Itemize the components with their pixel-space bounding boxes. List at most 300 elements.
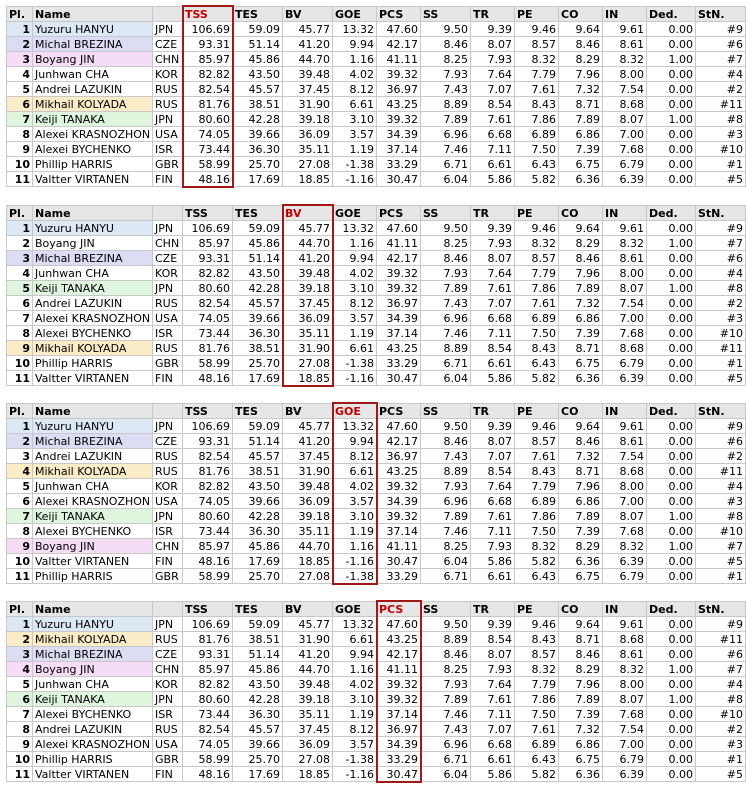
cell-tr: 7.11 <box>471 326 515 341</box>
cell-pe: 6.89 <box>515 737 559 752</box>
cell-stn: #11 <box>696 464 746 479</box>
column-header[interactable]: Name <box>33 602 153 617</box>
cell-stn: #8 <box>696 281 746 296</box>
column-header[interactable]: PE <box>515 602 559 617</box>
cell-ded: 0.00 <box>647 767 696 782</box>
cell-stn: #9 <box>696 419 746 434</box>
cell-pe: 7.61 <box>515 296 559 311</box>
column-header[interactable]: PCS <box>377 7 421 22</box>
cell-ss: 6.04 <box>421 172 471 187</box>
cell-nat: JPN <box>153 617 183 632</box>
column-header[interactable]: GOE <box>333 206 377 221</box>
cell-tes: 51.14 <box>233 434 283 449</box>
column-header[interactable] <box>153 206 183 221</box>
cell-tss: 81.76 <box>183 97 233 112</box>
cell-tes: 42.28 <box>233 281 283 296</box>
cell-tr: 8.07 <box>471 251 515 266</box>
table-row <box>7 617 746 632</box>
cell-in: 7.00 <box>603 494 647 509</box>
cell-stn: #10 <box>696 524 746 539</box>
cell-ded: 0.00 <box>647 494 696 509</box>
cell-tss: 74.05 <box>183 311 233 326</box>
column-header[interactable]: TES <box>233 404 283 419</box>
cell-pl: 10 <box>7 356 33 371</box>
cell-name: Keiji TANAKA <box>33 112 153 127</box>
cell-in: 7.54 <box>603 722 647 737</box>
column-header[interactable]: TR <box>471 602 515 617</box>
cell-bv: 39.48 <box>283 677 333 692</box>
cell-stn: #1 <box>696 356 746 371</box>
cell-ss: 6.71 <box>421 157 471 172</box>
column-header[interactable]: SS <box>421 7 471 22</box>
cell-name: Mikhail KOLYADA <box>33 464 153 479</box>
column-header[interactable]: TSS <box>183 404 233 419</box>
table-row <box>7 539 746 554</box>
cell-pcs: 42.17 <box>377 37 421 52</box>
cell-nat: JPN <box>153 419 183 434</box>
cell-bv: 45.77 <box>283 221 333 236</box>
cell-bv: 31.90 <box>283 341 333 356</box>
column-header[interactable]: GOE <box>333 7 377 22</box>
cell-co: 7.32 <box>559 449 603 464</box>
cell-pcs: 47.60 <box>377 22 421 37</box>
cell-pl: 1 <box>7 22 33 37</box>
cell-pl: 6 <box>7 692 33 707</box>
cell-tes: 51.14 <box>233 251 283 266</box>
cell-goe: 4.02 <box>333 479 377 494</box>
column-header[interactable] <box>153 7 183 22</box>
column-header[interactable]: TR <box>471 404 515 419</box>
cell-co: 7.96 <box>559 479 603 494</box>
column-header[interactable]: CO <box>559 404 603 419</box>
cell-pl: 9 <box>7 539 33 554</box>
column-header[interactable]: BV <box>283 602 333 617</box>
cell-co: 8.46 <box>559 251 603 266</box>
cell-ss: 7.89 <box>421 112 471 127</box>
cell-pe: 7.86 <box>515 281 559 296</box>
cell-tes: 25.70 <box>233 356 283 371</box>
cell-stn: #6 <box>696 251 746 266</box>
cell-co: 8.46 <box>559 37 603 52</box>
cell-bv: 18.85 <box>283 767 333 782</box>
cell-name: Junhwan CHA <box>33 266 153 281</box>
column-header[interactable]: Ded. <box>647 404 696 419</box>
cell-pcs: 42.17 <box>377 434 421 449</box>
cell-pe: 6.89 <box>515 494 559 509</box>
cell-pcs: 41.11 <box>377 539 421 554</box>
cell-tr: 5.86 <box>471 767 515 782</box>
column-header[interactable] <box>153 602 183 617</box>
cell-ss: 7.93 <box>421 479 471 494</box>
column-header[interactable]: TES <box>233 7 283 22</box>
cell-stn: #2 <box>696 449 746 464</box>
cell-ss: 7.93 <box>421 266 471 281</box>
cell-pcs: 39.32 <box>377 479 421 494</box>
cell-tr: 9.39 <box>471 22 515 37</box>
cell-stn: #11 <box>696 97 746 112</box>
column-header[interactable]: BV <box>283 404 333 419</box>
cell-tss: 73.44 <box>183 707 233 722</box>
cell-goe: 3.10 <box>333 509 377 524</box>
cell-tss: 80.60 <box>183 509 233 524</box>
cell-tss: 58.99 <box>183 356 233 371</box>
cell-pcs: 34.39 <box>377 127 421 142</box>
cell-stn: #5 <box>696 371 746 386</box>
column-header[interactable]: Ded. <box>647 7 696 22</box>
cell-pcs: 34.39 <box>377 737 421 752</box>
cell-stn: #7 <box>696 662 746 677</box>
cell-ss: 8.46 <box>421 647 471 662</box>
cell-ss: 7.43 <box>421 296 471 311</box>
cell-tss: 58.99 <box>183 752 233 767</box>
column-header[interactable]: SS <box>421 404 471 419</box>
cell-in: 6.79 <box>603 752 647 767</box>
cell-tr: 6.61 <box>471 157 515 172</box>
cell-tss: 73.44 <box>183 142 233 157</box>
cell-pe: 6.43 <box>515 157 559 172</box>
column-header[interactable]: PE <box>515 7 559 22</box>
cell-name: Keiji TANAKA <box>33 509 153 524</box>
cell-tr: 5.86 <box>471 554 515 569</box>
cell-ded: 0.00 <box>647 266 696 281</box>
column-header[interactable]: PCS <box>377 206 421 221</box>
column-header[interactable]: PE <box>515 404 559 419</box>
cell-pe: 7.61 <box>515 722 559 737</box>
cell-pe: 6.89 <box>515 311 559 326</box>
cell-pe: 7.50 <box>515 142 559 157</box>
cell-tr: 9.39 <box>471 221 515 236</box>
cell-in: 6.79 <box>603 569 647 584</box>
cell-in: 8.68 <box>603 632 647 647</box>
column-header[interactable]: BV <box>283 7 333 22</box>
cell-pe: 8.57 <box>515 434 559 449</box>
cell-ded: 0.00 <box>647 524 696 539</box>
cell-in: 8.68 <box>603 97 647 112</box>
cell-name: Boyang JIN <box>33 236 153 251</box>
cell-ded: 0.00 <box>647 371 696 386</box>
cell-bv: 39.18 <box>283 692 333 707</box>
column-header[interactable] <box>153 404 183 419</box>
cell-pcs: 43.25 <box>377 97 421 112</box>
cell-tr: 7.93 <box>471 662 515 677</box>
cell-bv: 36.09 <box>283 494 333 509</box>
cell-tss: 106.69 <box>183 221 233 236</box>
cell-pl: 5 <box>7 677 33 692</box>
cell-stn: #4 <box>696 479 746 494</box>
cell-pe: 9.46 <box>515 419 559 434</box>
cell-ded: 0.00 <box>647 341 696 356</box>
cell-goe: 3.57 <box>333 127 377 142</box>
cell-bv: 37.45 <box>283 82 333 97</box>
cell-goe: -1.38 <box>333 569 377 584</box>
cell-tss: 74.05 <box>183 494 233 509</box>
cell-pl: 5 <box>7 82 33 97</box>
cell-tes: 25.70 <box>233 157 283 172</box>
cell-in: 8.00 <box>603 479 647 494</box>
column-header[interactable]: SS <box>421 602 471 617</box>
cell-co: 7.89 <box>559 509 603 524</box>
cell-nat: FIN <box>153 172 183 187</box>
cell-nat: KOR <box>153 266 183 281</box>
cell-stn: #1 <box>696 569 746 584</box>
cell-stn: #6 <box>696 434 746 449</box>
cell-name: Junhwan CHA <box>33 677 153 692</box>
cell-pe: 6.43 <box>515 356 559 371</box>
table-row <box>7 266 746 281</box>
cell-pe: 6.89 <box>515 127 559 142</box>
column-header[interactable]: TES <box>233 206 283 221</box>
cell-tr: 6.68 <box>471 494 515 509</box>
cell-nat: FIN <box>153 371 183 386</box>
cell-ded: 0.00 <box>647 722 696 737</box>
column-header[interactable]: IN <box>603 404 647 419</box>
cell-bv: 39.48 <box>283 479 333 494</box>
cell-tes: 42.28 <box>233 509 283 524</box>
column-header[interactable]: Pl. <box>7 7 33 22</box>
cell-tes: 45.57 <box>233 296 283 311</box>
column-header[interactable]: TSS <box>183 7 233 22</box>
column-header[interactable]: BV <box>283 206 333 221</box>
cell-pl: 11 <box>7 371 33 386</box>
column-header[interactable]: IN <box>603 7 647 22</box>
cell-pe: 8.43 <box>515 341 559 356</box>
table-header-row <box>7 206 746 221</box>
cell-pcs: 41.11 <box>377 236 421 251</box>
cell-ss: 8.89 <box>421 97 471 112</box>
cell-name: Michal BREZINA <box>33 647 153 662</box>
cell-in: 6.39 <box>603 554 647 569</box>
cell-in: 8.00 <box>603 266 647 281</box>
cell-pl: 10 <box>7 554 33 569</box>
cell-ded: 0.00 <box>647 434 696 449</box>
cell-stn: #9 <box>696 617 746 632</box>
cell-bv: 36.09 <box>283 311 333 326</box>
table-row <box>7 37 746 52</box>
cell-tss: 81.76 <box>183 632 233 647</box>
column-header[interactable]: TR <box>471 7 515 22</box>
column-header[interactable]: Pl. <box>7 404 33 419</box>
cell-tes: 51.14 <box>233 37 283 52</box>
cell-goe: 6.61 <box>333 97 377 112</box>
cell-co: 8.29 <box>559 539 603 554</box>
cell-goe: 6.61 <box>333 632 377 647</box>
cell-goe: -1.16 <box>333 554 377 569</box>
cell-nat: RUS <box>153 464 183 479</box>
cell-co: 9.64 <box>559 22 603 37</box>
cell-nat: KOR <box>153 677 183 692</box>
cell-bv: 27.08 <box>283 569 333 584</box>
cell-tss: 82.82 <box>183 479 233 494</box>
column-header[interactable]: TSS <box>183 602 233 617</box>
cell-nat: JPN <box>153 221 183 236</box>
cell-tr: 7.93 <box>471 539 515 554</box>
cell-ss: 8.25 <box>421 52 471 67</box>
cell-co: 7.32 <box>559 296 603 311</box>
cell-tss: 85.97 <box>183 539 233 554</box>
cell-pcs: 30.47 <box>377 172 421 187</box>
cell-nat: RUS <box>153 722 183 737</box>
cell-name: Phillip HARRIS <box>33 356 153 371</box>
cell-tss: 73.44 <box>183 524 233 539</box>
cell-goe: 3.57 <box>333 494 377 509</box>
cell-pl: 7 <box>7 311 33 326</box>
cell-goe: 1.16 <box>333 52 377 67</box>
cell-tss: 81.76 <box>183 341 233 356</box>
cell-pcs: 41.11 <box>377 52 421 67</box>
cell-stn: #5 <box>696 554 746 569</box>
table-row <box>7 464 746 479</box>
cell-goe: 1.16 <box>333 539 377 554</box>
column-header[interactable]: TSS <box>183 206 233 221</box>
cell-pl: 5 <box>7 479 33 494</box>
column-header[interactable]: CO <box>559 602 603 617</box>
cell-name: Alexei BYCHENKO <box>33 142 153 157</box>
cell-name: Alexei BYCHENKO <box>33 326 153 341</box>
column-header[interactable]: GOE <box>333 404 377 419</box>
cell-co: 7.39 <box>559 326 603 341</box>
cell-pcs: 39.32 <box>377 112 421 127</box>
cell-nat: CZE <box>153 37 183 52</box>
cell-bv: 44.70 <box>283 52 333 67</box>
cell-co: 6.36 <box>559 767 603 782</box>
cell-ded: 1.00 <box>647 281 696 296</box>
cell-pcs: 39.32 <box>377 509 421 524</box>
column-header[interactable]: GOE <box>333 602 377 617</box>
cell-ded: 0.00 <box>647 127 696 142</box>
cell-tr: 7.11 <box>471 142 515 157</box>
cell-goe: 3.57 <box>333 737 377 752</box>
cell-ss: 7.89 <box>421 281 471 296</box>
cell-nat: JPN <box>153 281 183 296</box>
cell-nat: JPN <box>153 692 183 707</box>
column-header[interactable]: StN. <box>696 602 746 617</box>
cell-pe: 5.82 <box>515 371 559 386</box>
cell-bv: 18.85 <box>283 554 333 569</box>
cell-name: Boyang JIN <box>33 52 153 67</box>
cell-goe: 8.12 <box>333 82 377 97</box>
cell-tes: 36.30 <box>233 326 283 341</box>
column-header[interactable]: Name <box>33 206 153 221</box>
cell-pcs: 37.14 <box>377 707 421 722</box>
table-row <box>7 356 746 371</box>
table-row <box>7 311 746 326</box>
cell-pcs: 37.14 <box>377 326 421 341</box>
cell-tr: 5.86 <box>471 172 515 187</box>
column-header[interactable]: IN <box>603 602 647 617</box>
cell-goe: 6.61 <box>333 464 377 479</box>
table-row <box>7 449 746 464</box>
cell-tr: 6.61 <box>471 752 515 767</box>
cell-ss: 8.89 <box>421 464 471 479</box>
cell-pl: 4 <box>7 266 33 281</box>
cell-goe: -1.16 <box>333 172 377 187</box>
cell-nat: USA <box>153 737 183 752</box>
cell-goe: 13.32 <box>333 617 377 632</box>
cell-in: 7.54 <box>603 296 647 311</box>
cell-goe: 1.16 <box>333 662 377 677</box>
cell-tes: 45.86 <box>233 662 283 677</box>
column-header[interactable]: IN <box>603 206 647 221</box>
column-header[interactable]: SS <box>421 206 471 221</box>
cell-pl: 11 <box>7 569 33 584</box>
cell-co: 8.46 <box>559 647 603 662</box>
cell-pl: 11 <box>7 172 33 187</box>
column-header[interactable]: StN. <box>696 206 746 221</box>
column-header[interactable]: StN. <box>696 404 746 419</box>
column-header[interactable]: Pl. <box>7 206 33 221</box>
cell-co: 7.39 <box>559 707 603 722</box>
cell-in: 7.68 <box>603 524 647 539</box>
cell-bv: 18.85 <box>283 172 333 187</box>
column-header[interactable]: PCS <box>377 404 421 419</box>
column-header[interactable]: PE <box>515 206 559 221</box>
cell-pl: 11 <box>7 767 33 782</box>
column-header[interactable]: PCS <box>377 602 421 617</box>
cell-tr: 7.07 <box>471 722 515 737</box>
cell-bv: 37.45 <box>283 296 333 311</box>
cell-ss: 7.43 <box>421 449 471 464</box>
cell-goe: 8.12 <box>333 296 377 311</box>
cell-co: 6.86 <box>559 311 603 326</box>
cell-stn: #9 <box>696 22 746 37</box>
cell-name: Phillip HARRIS <box>33 157 153 172</box>
cell-in: 6.79 <box>603 157 647 172</box>
cell-name: Alexei KRASNOZHON <box>33 127 153 142</box>
cell-in: 8.61 <box>603 251 647 266</box>
column-header[interactable]: Ded. <box>647 602 696 617</box>
table-row <box>7 112 746 127</box>
cell-stn: #2 <box>696 296 746 311</box>
cell-ded: 0.00 <box>647 67 696 82</box>
column-header[interactable]: Name <box>33 404 153 419</box>
column-header[interactable]: Ded. <box>647 206 696 221</box>
cell-tes: 59.09 <box>233 419 283 434</box>
column-header[interactable]: Pl. <box>7 602 33 617</box>
cell-tss: 81.76 <box>183 464 233 479</box>
cell-goe: 8.12 <box>333 449 377 464</box>
cell-pcs: 47.60 <box>377 221 421 236</box>
table-row <box>7 221 746 236</box>
column-header[interactable]: Name <box>33 7 153 22</box>
cell-co: 6.86 <box>559 494 603 509</box>
ranking-table-goe <box>6 403 746 584</box>
cell-goe: 13.32 <box>333 221 377 236</box>
cell-in: 7.68 <box>603 326 647 341</box>
cell-bv: 36.09 <box>283 127 333 142</box>
column-header[interactable]: CO <box>559 7 603 22</box>
cell-nat: CZE <box>153 251 183 266</box>
cell-tss: 93.31 <box>183 434 233 449</box>
cell-tss: 74.05 <box>183 737 233 752</box>
cell-bv: 41.20 <box>283 37 333 52</box>
cell-ded: 0.00 <box>647 449 696 464</box>
cell-goe: 8.12 <box>333 722 377 737</box>
cell-goe: 9.94 <box>333 647 377 662</box>
cell-co: 8.29 <box>559 662 603 677</box>
column-header[interactable]: StN. <box>696 7 746 22</box>
table-row <box>7 509 746 524</box>
column-header[interactable]: TES <box>233 602 283 617</box>
table-row <box>7 281 746 296</box>
cell-tss: 106.69 <box>183 617 233 632</box>
column-header[interactable]: TR <box>471 206 515 221</box>
cell-bv: 45.77 <box>283 617 333 632</box>
cell-co: 7.96 <box>559 677 603 692</box>
cell-ded: 0.00 <box>647 647 696 662</box>
cell-in: 8.68 <box>603 464 647 479</box>
cell-stn: #7 <box>696 539 746 554</box>
column-header[interactable]: CO <box>559 206 603 221</box>
